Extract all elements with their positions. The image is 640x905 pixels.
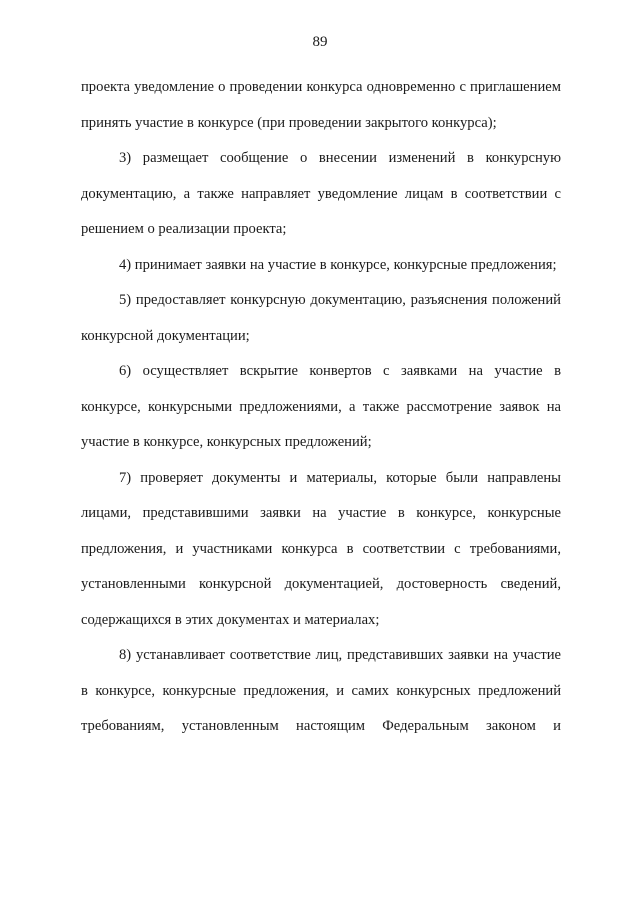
document-body xyxy=(81,70,561,745)
page-number: 89 xyxy=(312,34,328,50)
paragraph-continuation: проекта уведомление о проведении конкурса одновременно с приглашением принять участие в конкурсе (при проведении закрытого конкурса); xyxy=(81,79,561,131)
paragraph-item-6: 6) осуществляет вскрытие конвертов с заявками на участие в конкурсе, конкурсными предложениями, а также рассмотрение заявок на участие в конкурсе, конкурсных предложений; xyxy=(81,363,561,450)
paragraph-item-8: 8) устанавливает соответствие лиц, представивших заявки на участие в конкурсе, конкурсные предложения, и самих конкурсных предложений требованиям, установленным настоящим Федеральным законом и xyxy=(81,647,561,734)
paragraph-item-7: 7) проверяет документы и материалы, которые были направлены лицами, представившими заявки на участие в конкурсе, конкурсные предложения, и участниками конкурса в соответствии с требованиями, установленными конкурсной документацией, достоверность сведений, содержащихся в этих документах и материалах; xyxy=(81,469,561,628)
paragraph-item-3: 3) размещает сообщение о внесении изменений в конкурсную документацию, а также направляет уведомление лицам в соответствии с решением о реализации проекта; xyxy=(81,150,561,237)
paragraph-item-4: 4) принимает заявки на участие в конкурсе, конкурсные предложения; xyxy=(119,256,557,273)
paragraph-item-5: 5) предоставляет конкурсную документацию, разъяснения положений конкурсной документации; xyxy=(81,292,561,344)
